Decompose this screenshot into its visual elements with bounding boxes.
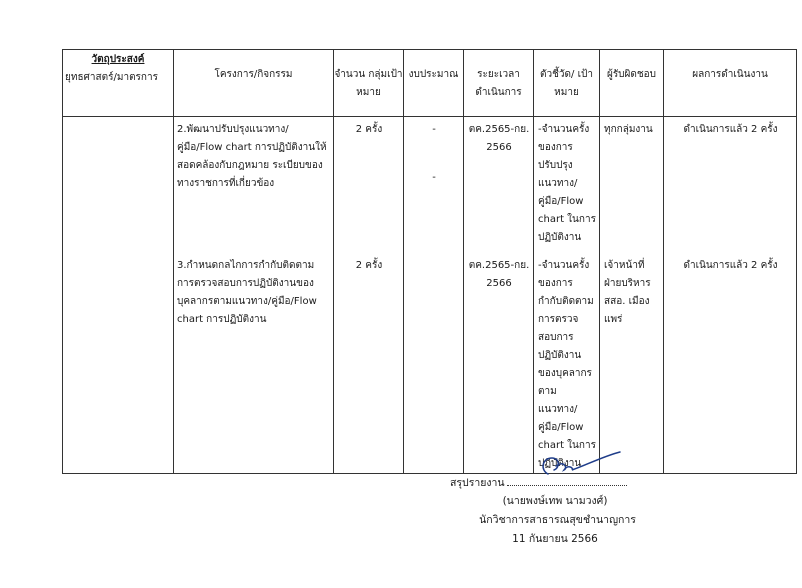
header-objective-strategy xyxy=(63,50,174,117)
result-cell xyxy=(664,117,797,474)
header-project: โครงการ/กิจกรรม xyxy=(174,50,334,117)
indicator-text-1: -จำนวนครั้งของการปรับปรุงแนวทาง/คู่มือ/Flow chart ในการปฏิบัติงาน xyxy=(538,124,596,243)
header-budget: งบประมาณ xyxy=(404,50,464,117)
target-cell xyxy=(334,117,404,474)
header-period: ระยะเวลา ดำเนินการ xyxy=(464,50,534,117)
result-text-1: ดำเนินการแล้ว 2 ครั้ง xyxy=(683,124,778,135)
target-text-1: 2 ครั้ง xyxy=(355,124,383,135)
header-target: จำนวน กลุ่มเป้าหมาย xyxy=(334,50,404,117)
table-header-row xyxy=(63,50,797,117)
header-responsible: ผู้รับผิดชอบ xyxy=(600,50,664,117)
responsible-text-1: ทุกกลุ่มงาน xyxy=(604,124,653,135)
budget-cell xyxy=(404,117,464,474)
project-text-1: 2.พัฒนาปรับปรุงแนวทาง/คู่มือ/Flow chart การปฏิบัติงานให้สอดคล้องกับกฎหมาย ระเบียบของทางราชการที่เกี่ยวข้อง xyxy=(177,124,327,189)
header-result: ผลการดำเนินงาน xyxy=(664,50,797,117)
table-row xyxy=(63,117,797,474)
responsible-text-2: เจ้าหน้าที่ฝ่ายบริหาร สสอ. เมืองแพร่ xyxy=(604,260,651,325)
period-text-1: ตค.2565-กย. 2566 xyxy=(468,124,530,153)
indicator-cell xyxy=(534,117,600,474)
signer-name: (นายพงษ์เทพ นามวงศ์) xyxy=(502,495,608,507)
project-cell xyxy=(174,117,334,474)
target-text-2: 2 ครั้ง xyxy=(355,260,383,271)
result-text-2: ดำเนินการแล้ว 2 ครั้ง xyxy=(683,260,778,271)
header-strategy: ยุทธศาสตร์/มาตรการ xyxy=(65,72,158,83)
summary-label: สรุปรายงาน xyxy=(450,477,505,489)
report-date: 11 กันยายน 2566 xyxy=(512,533,598,545)
project-text-2: 3.กำหนดกลไกการกำกับติดตามการตรวจสอบการปฏิบัติงานของบุคลากรตามแนวทาง/คู่มือ/Flow chart การปฏิบัติงาน xyxy=(177,260,317,325)
period-cell xyxy=(464,117,534,474)
handwritten-signature xyxy=(534,448,624,482)
signer-position: นักวิชาการสาธารณสุขชำนาญการ xyxy=(479,514,636,526)
budget-dash-1: - xyxy=(432,124,436,135)
budget-dash-2: - xyxy=(432,172,436,183)
report-table xyxy=(62,49,797,474)
responsible-cell xyxy=(600,117,664,474)
header-indicator: ตัวชี้วัด/ เป้าหมาย xyxy=(534,50,600,117)
header-objective: วัตถุประสงค์ xyxy=(91,54,145,65)
indicator-text-2: -จำนวนครั้งของการกำกับติดตามการตรวจสอบการปฏิบัติงานของบุคลากรตามแนวทาง/คู่มือ/Flow chart ในการปฏิบัติงาน xyxy=(538,260,596,469)
period-text-2: ตค.2565-กย. 2566 xyxy=(468,260,530,289)
strategy-cell xyxy=(63,117,174,474)
